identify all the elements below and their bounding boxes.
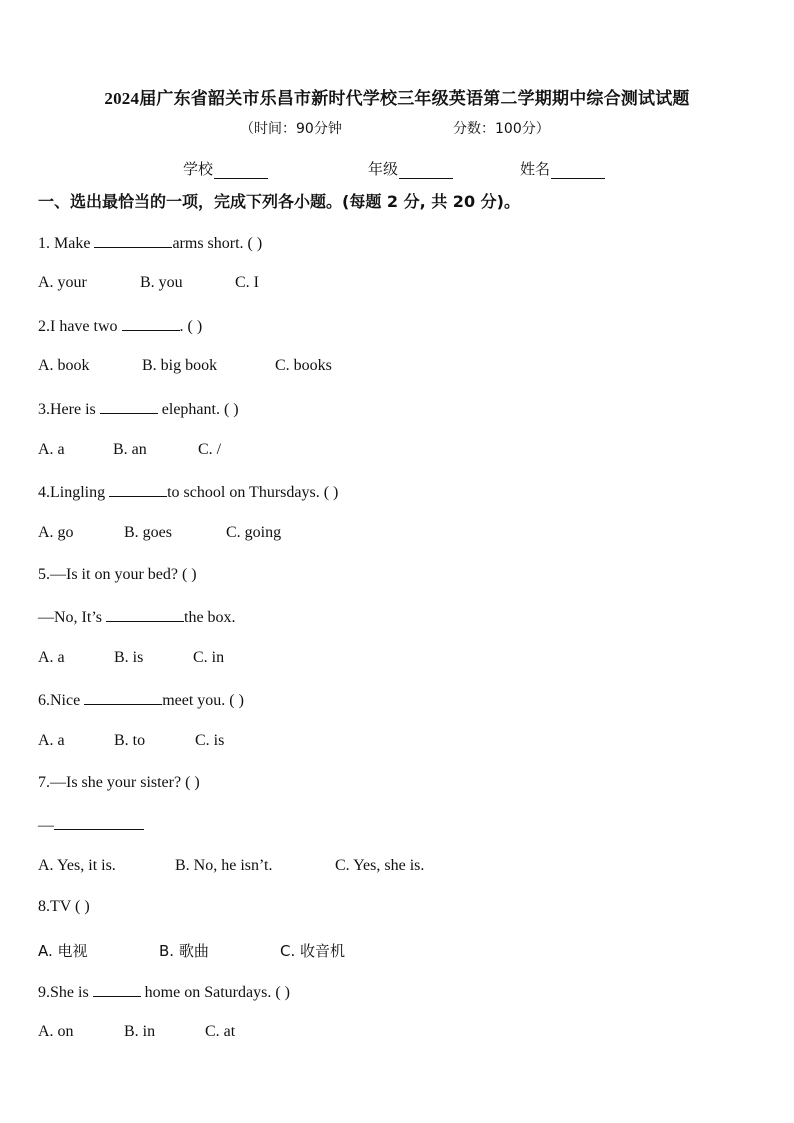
option-c[interactable]: C. / bbox=[198, 441, 222, 458]
option-c[interactable]: C. going bbox=[226, 524, 282, 541]
option-a[interactable]: A. a bbox=[38, 649, 65, 666]
grade-field bbox=[368, 158, 453, 179]
option-b[interactable]: B. 歌曲 bbox=[159, 942, 209, 960]
question-9 bbox=[38, 982, 290, 1002]
question-text: 7.—Is she your sister? ( ) bbox=[38, 774, 200, 791]
option-b[interactable]: B. in bbox=[124, 1023, 156, 1040]
option-a[interactable]: A. a bbox=[38, 441, 65, 458]
question-text: . ( ) bbox=[179, 318, 203, 335]
school-blank[interactable] bbox=[214, 164, 268, 179]
option-a[interactable]: A. Yes, it is. bbox=[38, 857, 116, 874]
options-2 bbox=[38, 357, 332, 375]
options-7 bbox=[38, 857, 424, 875]
question-1 bbox=[38, 233, 262, 253]
answer-blank[interactable] bbox=[109, 482, 167, 497]
question-text: 4.Lingling bbox=[38, 484, 110, 501]
question-2 bbox=[38, 316, 202, 336]
option-c[interactable]: C. at bbox=[205, 1023, 236, 1040]
answer-blank[interactable] bbox=[122, 316, 180, 331]
question-text: 2.I have two bbox=[38, 318, 122, 335]
question-text: — bbox=[38, 817, 54, 834]
exam-time: （时间：90分钟 bbox=[240, 121, 342, 137]
question-5-line-2 bbox=[38, 607, 236, 627]
options-8 bbox=[38, 940, 345, 961]
school-label: 学校 bbox=[183, 160, 214, 178]
option-b[interactable]: B. you bbox=[140, 274, 183, 291]
answer-blank[interactable] bbox=[93, 982, 141, 997]
exam-title: 2024届广东省韶关市乐昌市新时代学校三年级英语第二学期期中综合测试试题 bbox=[104, 89, 690, 108]
question-5 bbox=[38, 566, 197, 584]
question-8 bbox=[38, 898, 90, 916]
option-a[interactable]: A. a bbox=[38, 732, 65, 749]
answer-blank[interactable] bbox=[106, 607, 184, 622]
grade-label: 年级 bbox=[368, 160, 399, 178]
option-c[interactable]: C. in bbox=[193, 649, 225, 666]
option-a[interactable]: A. 电视 bbox=[38, 942, 88, 960]
grade-blank[interactable] bbox=[399, 164, 453, 179]
question-text: 8.TV ( ) bbox=[38, 898, 90, 915]
option-c[interactable]: C. is bbox=[195, 732, 225, 749]
exam-score: 分数：100分） bbox=[453, 121, 550, 137]
section-heading: 一、选出最恰当的一项，完成下列各小题。(每题 2 分, 共 20 分)。 bbox=[38, 192, 520, 211]
question-text: 1. Make bbox=[38, 235, 95, 252]
question-7 bbox=[38, 774, 200, 792]
question-text: 6.Nice bbox=[38, 692, 85, 709]
option-c[interactable]: C. 收音机 bbox=[280, 942, 346, 960]
option-a[interactable]: A. on bbox=[38, 1023, 74, 1040]
school-field bbox=[183, 158, 268, 179]
option-c[interactable]: C. I bbox=[235, 274, 259, 291]
question-4 bbox=[38, 482, 338, 502]
option-b[interactable]: B. is bbox=[114, 649, 144, 666]
answer-blank[interactable] bbox=[94, 233, 172, 248]
answer-blank[interactable] bbox=[54, 815, 144, 830]
question-text: elephant. ( ) bbox=[157, 401, 239, 418]
question-text: 5.—Is it on your bed? ( ) bbox=[38, 566, 197, 583]
question-6 bbox=[38, 690, 244, 710]
options-5 bbox=[38, 649, 224, 667]
option-b[interactable]: B. big book bbox=[142, 357, 218, 374]
option-c[interactable]: C. books bbox=[275, 357, 332, 374]
name-label: 姓名 bbox=[520, 160, 551, 178]
option-a[interactable]: A. book bbox=[38, 357, 90, 374]
question-text: home on Saturdays. ( ) bbox=[140, 984, 290, 1001]
question-text: —No, It’s bbox=[38, 609, 106, 626]
question-text: to school on Thursdays. ( ) bbox=[167, 484, 339, 501]
option-b[interactable]: B. goes bbox=[124, 524, 172, 541]
question-text: meet you. ( ) bbox=[162, 692, 244, 709]
options-3 bbox=[38, 441, 221, 459]
question-text: arms short. ( ) bbox=[172, 235, 263, 252]
options-9 bbox=[38, 1023, 235, 1041]
question-text: 9.She is bbox=[38, 984, 93, 1001]
name-blank[interactable] bbox=[551, 164, 605, 179]
answer-blank[interactable] bbox=[84, 690, 162, 705]
question-text: 3.Here is bbox=[38, 401, 100, 418]
option-b[interactable]: B. an bbox=[113, 441, 147, 458]
answer-blank[interactable] bbox=[100, 399, 158, 414]
options-6 bbox=[38, 732, 224, 750]
option-a[interactable]: A. your bbox=[38, 274, 87, 291]
name-field bbox=[520, 158, 605, 179]
option-a[interactable]: A. go bbox=[38, 524, 74, 541]
options-4 bbox=[38, 524, 281, 542]
question-text: the box. bbox=[184, 609, 236, 626]
option-c[interactable]: C. Yes, she is. bbox=[335, 857, 425, 874]
option-b[interactable]: B. No, he isn’t. bbox=[175, 857, 273, 874]
question-7-line-2 bbox=[38, 815, 144, 835]
question-3 bbox=[38, 399, 239, 419]
option-b[interactable]: B. to bbox=[114, 732, 146, 749]
options-1 bbox=[38, 274, 259, 292]
